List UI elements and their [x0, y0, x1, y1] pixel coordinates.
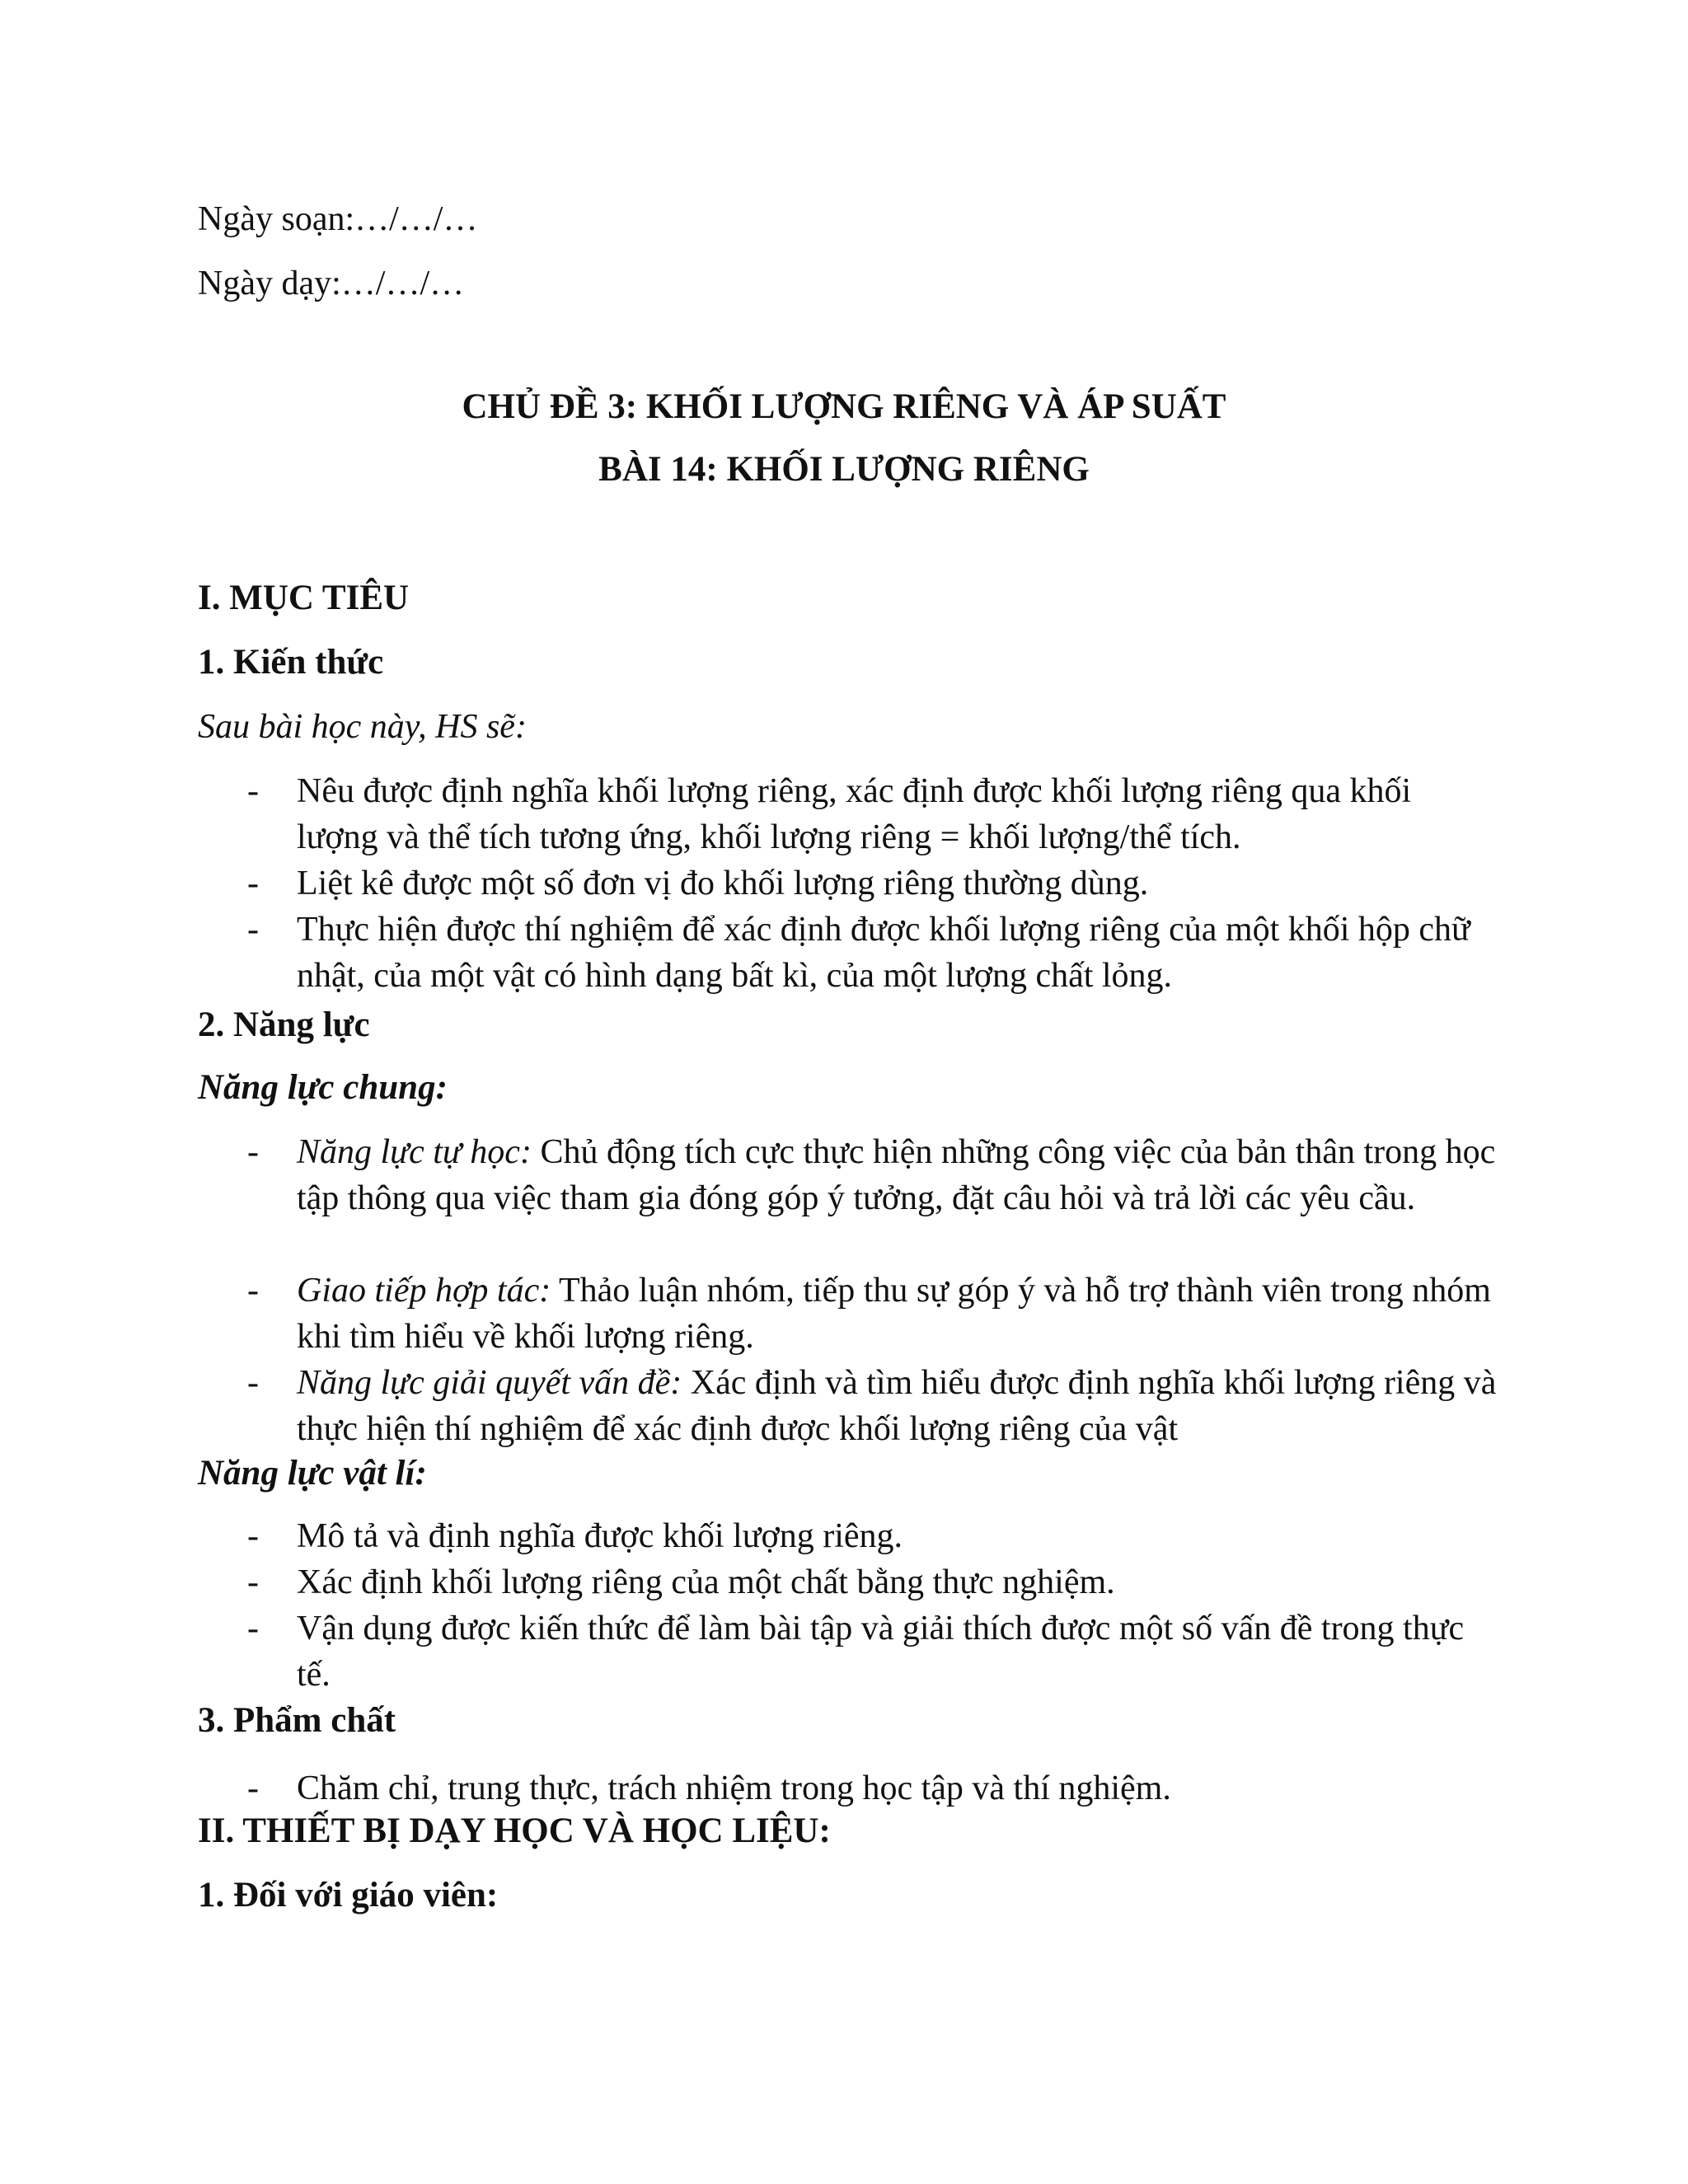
bullet-dash: -: [247, 865, 259, 902]
competence-heading: 2. Năng lực: [198, 1005, 370, 1044]
item-text: Thảo luận nhóm, tiếp thu sự góp ý và hỗ trợ thành viên trong nhóm khi tìm hiểu về khối lượng riêng.: [297, 1272, 1491, 1356]
teacher-heading: 1. Đối với giáo viên:: [198, 1876, 499, 1915]
knowledge-item: Liệt kê được một số đơn vị đo khối lượng riêng thường dùng.: [297, 865, 1149, 902]
date-taught: Ngày dạy:…/…/…: [198, 265, 465, 302]
bullet-dash: -: [247, 1517, 259, 1555]
physics-competence-item: Vận dụng được kiến thức để làm bài tập và giải thích được một số vấn đề trong thực tế.: [297, 1610, 1465, 1694]
bullet-dash: -: [247, 1364, 259, 1402]
bullet-dash: -: [247, 1769, 259, 1807]
general-competence-item: [297, 1360, 1500, 1452]
section-objectives-heading: I. MỤC TIÊU: [198, 579, 410, 617]
date-prepared: Ngày soạn:…/…/…: [198, 200, 478, 238]
general-competence-heading: Năng lực chung:: [198, 1068, 448, 1107]
bullet-dash: -: [247, 911, 259, 949]
quality-item: Chăm chỉ, trung thực, trách nhiệm trong học tập và thí nghiệm.: [297, 1769, 1171, 1807]
bullet-dash: -: [247, 1563, 259, 1601]
item-text: Xác định và tìm hiểu được định nghĩa khối lượng riêng và thực hiện thí nghiệm để xác định được khối lượng riêng của vật: [297, 1364, 1497, 1448]
bullet-dash: -: [247, 1610, 259, 1647]
physics-competence-item: Xác định khối lượng riêng của một chất bằng thực nghiệm.: [297, 1563, 1115, 1601]
item-label: Năng lực tự học:: [297, 1133, 532, 1171]
knowledge-item: Nêu được định nghĩa khối lượng riêng, xác định được khối lượng riêng qua khối lượng và thể tích tương ứng, khối lượng riêng = khối lượng/thể tích.: [297, 772, 1412, 856]
physics-competence-item: Mô tả và định nghĩa được khối lượng riêng.: [297, 1517, 903, 1555]
knowledge-heading: 1. Kiến thức: [198, 643, 384, 682]
bullet-dash: -: [247, 1272, 259, 1310]
item-text: Chủ động tích cực thực hiện những công việc của bản thân trong học tập thông qua việc tham gia đóng góp ý tưởng, đặt câu hỏi và trả lời các yêu cầu.: [297, 1133, 1496, 1217]
general-competence-item: [297, 1129, 1500, 1221]
knowledge-intro: Sau bài học này, HS sẽ:: [198, 708, 527, 746]
lesson-title: BÀI 14: KHỐI LƯỢNG RIÊNG: [598, 450, 1090, 489]
physics-competence-heading: Năng lực vật lí:: [198, 1454, 427, 1493]
item-label: Năng lực giải quyết vấn đề:: [297, 1364, 682, 1402]
general-competence-item: [297, 1268, 1500, 1360]
quality-heading: 3. Phẩm chất: [198, 1701, 396, 1740]
bullet-dash: -: [247, 1133, 259, 1171]
item-label: Giao tiếp hợp tác:: [297, 1272, 551, 1310]
knowledge-item: Thực hiện được thí nghiệm để xác định được khối lượng riêng của một khối hộp chữ nhật, của một vật có hình dạng bất kì, của một lượng chất lỏng.: [297, 911, 1470, 995]
section-equipment-heading: II. THIẾT BỊ DẠY HỌC VÀ HỌC LIỆU:: [198, 1811, 831, 1850]
topic-title: CHỦ ĐỀ 3: KHỐI LƯỢNG RIÊNG VÀ ÁP SUẤT: [462, 387, 1226, 426]
bullet-dash: -: [247, 772, 259, 810]
